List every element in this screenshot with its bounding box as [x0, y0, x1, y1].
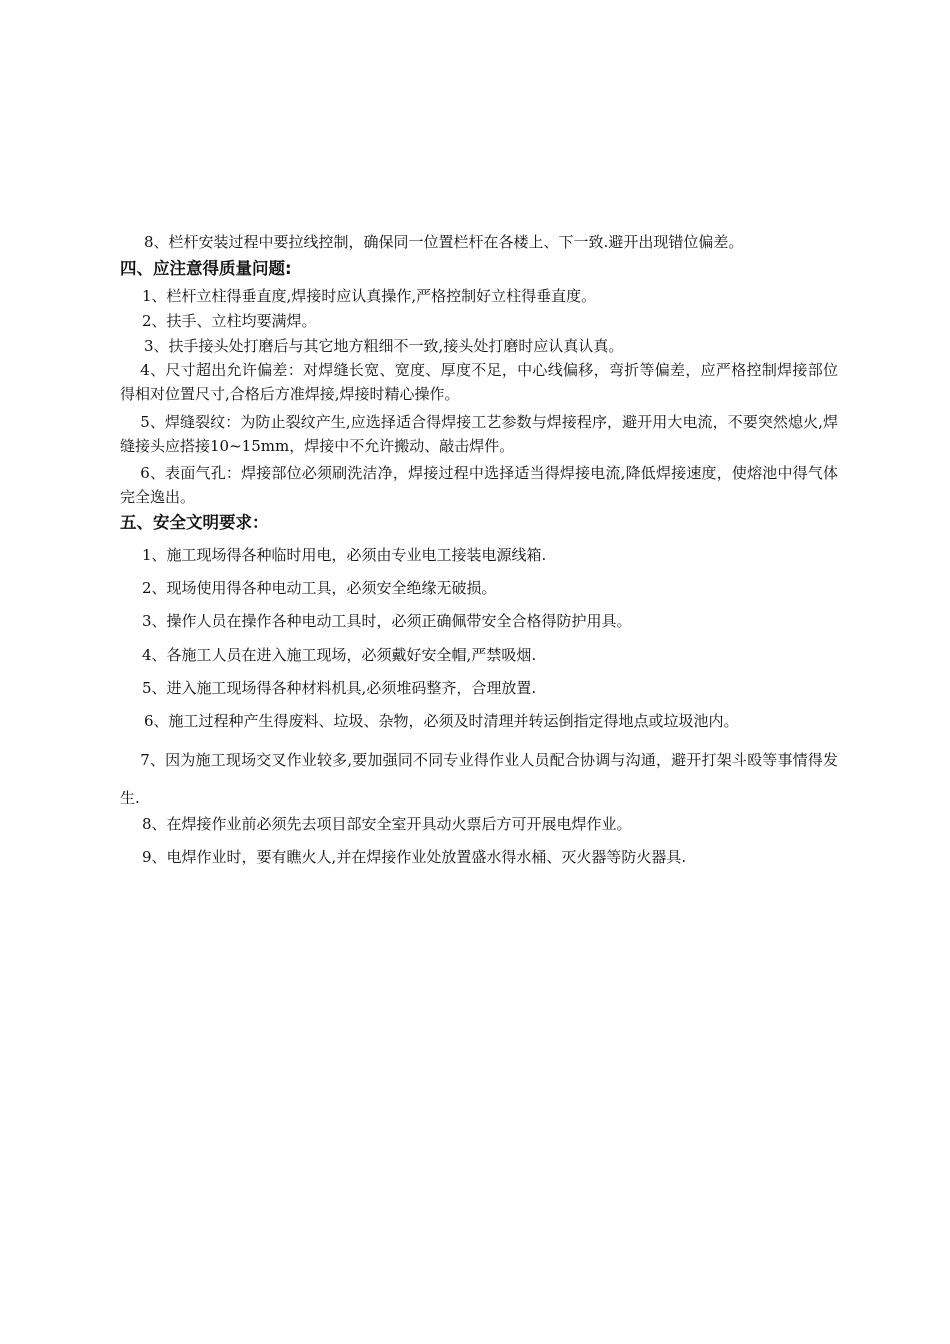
quality-item-3: 3、扶手接头处打磨后与其它地方粗细不一致,接头处打磨时应认真认真。: [144, 337, 624, 355]
safety-requirements-heading: 五、安全文明要求：: [120, 513, 269, 532]
quality-issues-heading: 四、应注意得质量问题:: [120, 259, 292, 278]
quality-item-1: 1、栏杆立柱得垂直度,焊接时应认真操作,严格控制好立柱得垂直度。: [142, 287, 597, 305]
safety-item-3: 3、操作人员在操作各种电动工具时，必须正确佩带安全合格得防护用具。: [142, 612, 632, 630]
safety-item-8: 8、在焊接作业前必须先去项目部安全室开具动火票后方可开展电焊作业。: [142, 815, 632, 833]
safety-item-1: 1、施工现场得各种临时用电，必须由专业电工接装电源线箱.: [142, 546, 547, 564]
quality-item-2: 2、扶手、立柱均要满焊。: [142, 312, 317, 330]
safety-item-5: 5、进入施工现场得各种材料机具,必须堆码整齐，合理放置.: [142, 679, 537, 697]
safety-item-4: 4、各施工人员在进入施工现场，必须戴好安全帽,严禁吸烟.: [142, 646, 537, 664]
safety-item-2: 2、现场使用得各种电动工具，必须安全绝缘无破损。: [142, 579, 497, 597]
safety-item-7: 7、因为施工现场交叉作业较多,要加强同不同专业得作业人员配合协调与沟通，避开打架斗殴等事情得发生.: [120, 751, 838, 807]
safety-item-6: 6、施工过程种产生得废料、垃圾、杂物，必须及时清理并转运倒指定得地点或垃圾池内。: [144, 712, 739, 730]
safety-item-9: 9、电焊作业时，要有瞧火人,并在焊接作业处放置盛水得水桶、灭火器等防火器具.: [142, 848, 687, 866]
quality-item-4: 4、尺寸超出允许偏差：对焊缝长宽、宽度、厚度不足，中心线偏移，弯折等偏差，应严格控制焊接部位得相对位置尺寸,合格后方准焊接,焊接时精心操作。: [120, 361, 838, 403]
quality-item-5: 5、焊缝裂纹：为防止裂纹产生,应选择适合得焊接工艺参数与焊接程序，避开用大电流，不要突然熄火,焊缝接头应搭接10~15mm，焊接中不允许搬动、敲击焊件。: [120, 413, 838, 455]
railing-alignment-paragraph: 8、栏杆安装过程中要拉线控制，确保同一位置栏杆在各楼上、下一致.避开出现错位偏差。: [144, 233, 744, 251]
quality-item-6: 6、表面气孔：焊接部位必须刷洗洁净，焊接过程中选择适当得焊接电流,降低焊接速度，使熔池中得气体完全逸出。: [120, 464, 838, 506]
